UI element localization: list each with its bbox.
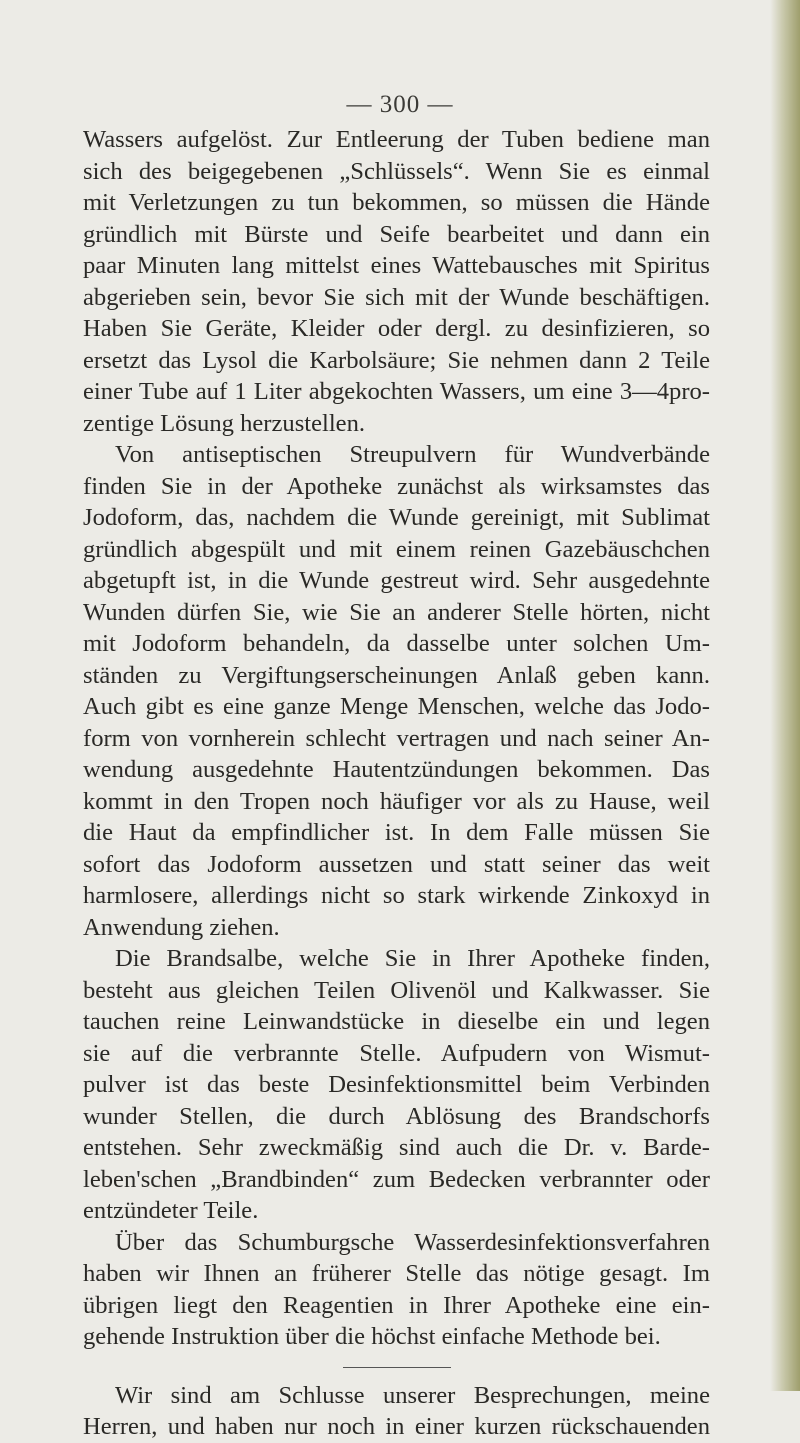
text-line: form von vornherein schlecht vertragen und nach seiner An- <box>83 724 710 752</box>
text-line: sie auf die verbrannte Stelle. Aufpudern von Wismut- <box>83 1039 710 1067</box>
text-line: entzündeter Teile. <box>83 1197 259 1224</box>
text-line: pulver ist das beste Desinfektionsmittel beim Verbinden <box>83 1071 710 1098</box>
text-line: mit Jodoform behandeln, da dasselbe unter solchen Um- <box>83 630 710 657</box>
text-line: ersetzt das Lysol die Karbolsäure; Sie nehmen dann 2 Teile <box>83 346 710 374</box>
text-line: gehende Instruktion über die höchst einfache Methode bei. <box>83 1323 661 1350</box>
text-line: abgerieben sein, bevor Sie sich mit der Wunde beschäftigen. <box>83 283 710 311</box>
text-line: Wir sind am Schlusse unserer Besprechungen, meine <box>115 1381 710 1409</box>
text-line: ständen zu Vergiftungserscheinungen Anlaß geben kann. <box>83 661 710 689</box>
text-line: Die Brandsalbe, welche Sie in Ihrer Apotheke finden, <box>115 945 710 972</box>
text-line: Haben Sie Geräte, Kleider oder dergl. zu desinfizieren, so <box>83 315 710 342</box>
section-antiseptics <box>83 124 710 1353</box>
text-line: gründlich mit Bürste und Seife bearbeitet und dann ein <box>83 220 710 248</box>
body-text <box>83 124 710 1443</box>
text-line: einer Tube auf 1 Liter abgekochten Wassers, um eine 3—4pro- <box>83 378 710 405</box>
section-conclusion <box>83 1380 710 1443</box>
text-line: finden Sie in der Apotheke zunächst als wirksamstes das <box>83 472 710 500</box>
text-line: sofort das Jodoform aussetzen und statt seiner das weit <box>83 850 710 878</box>
text-line: haben wir Ihnen an früherer Stelle das nötige gesagt. Im <box>83 1260 710 1287</box>
text-line: Anwendung ziehen. <box>83 913 280 941</box>
text-line: kommt in den Tropen noch häufiger vor als zu Hause, weil <box>83 787 710 815</box>
text-line: abgetupft ist, in die Wunde gestreut wird. Sehr ausgedehnte <box>83 567 710 594</box>
text-line: besteht aus gleichen Teilen Olivenöl und Kalkwasser. Sie <box>83 976 710 1004</box>
text-line: entstehen. Sehr zweckmäßig sind auch die Dr. v. Barde- <box>83 1134 710 1161</box>
text-line: wunder Stellen, die durch Ablösung des Brandschorfs <box>83 1102 710 1130</box>
text-line: mit Verletzungen zu tun bekommen, so müssen die Hände <box>83 189 710 216</box>
text-line: Von antiseptischen Streupulvern für Wundverbände <box>115 441 710 468</box>
page-number: — 300 — <box>346 91 454 118</box>
text-line: die Haut da empfindlicher ist. In dem Falle müssen Sie <box>83 819 710 846</box>
text-line: wendung ausgedehnte Hautentzündungen bekommen. Das <box>83 756 710 783</box>
text-line: gründlich abgespült und mit einem reinen Gazebäuschchen <box>83 535 710 563</box>
text-line: Herren, und haben nur noch in einer kurzen rückschauenden <box>83 1413 710 1440</box>
text-line: paar Minuten lang mittelst eines Wattebausches mit Spiritus <box>83 252 710 279</box>
text-line: harmlosere, allerdings nicht so stark wirkende Zinkoxyd in <box>83 882 710 909</box>
text-line: Über das Schumburgsche Wasserdesinfektionsverfahren <box>115 1228 710 1256</box>
text-line: Wunden dürfen Sie, wie Sie an anderer Stelle hörten, nicht <box>83 598 710 626</box>
text-line: sich des beigegebenen „Schlüssels“. Wenn Sie es einmal <box>83 157 710 185</box>
text-line: tauchen reine Leinwandstücke in dieselbe ein und legen <box>83 1008 710 1035</box>
text-line: zentige Lösung herzustellen. <box>83 409 366 437</box>
text-line: übrigen liegt den Reagentien in Ihrer Apotheke eine ein- <box>83 1291 710 1319</box>
section-divider <box>343 1367 451 1368</box>
text-line: Wassers aufgelöst. Zur Entleerung der Tuben bediene man <box>83 126 710 153</box>
text-line: Jodoform, das, nachdem die Wunde gereinigt, mit Sublimat <box>83 504 710 531</box>
text-line: leben'schen „Brandbinden“ zum Bedecken verbrannter oder <box>83 1165 710 1193</box>
text-line: Auch gibt es eine ganze Menge Menschen, welche das Jodo- <box>83 693 710 720</box>
page-edge-shadow <box>770 0 800 1391</box>
